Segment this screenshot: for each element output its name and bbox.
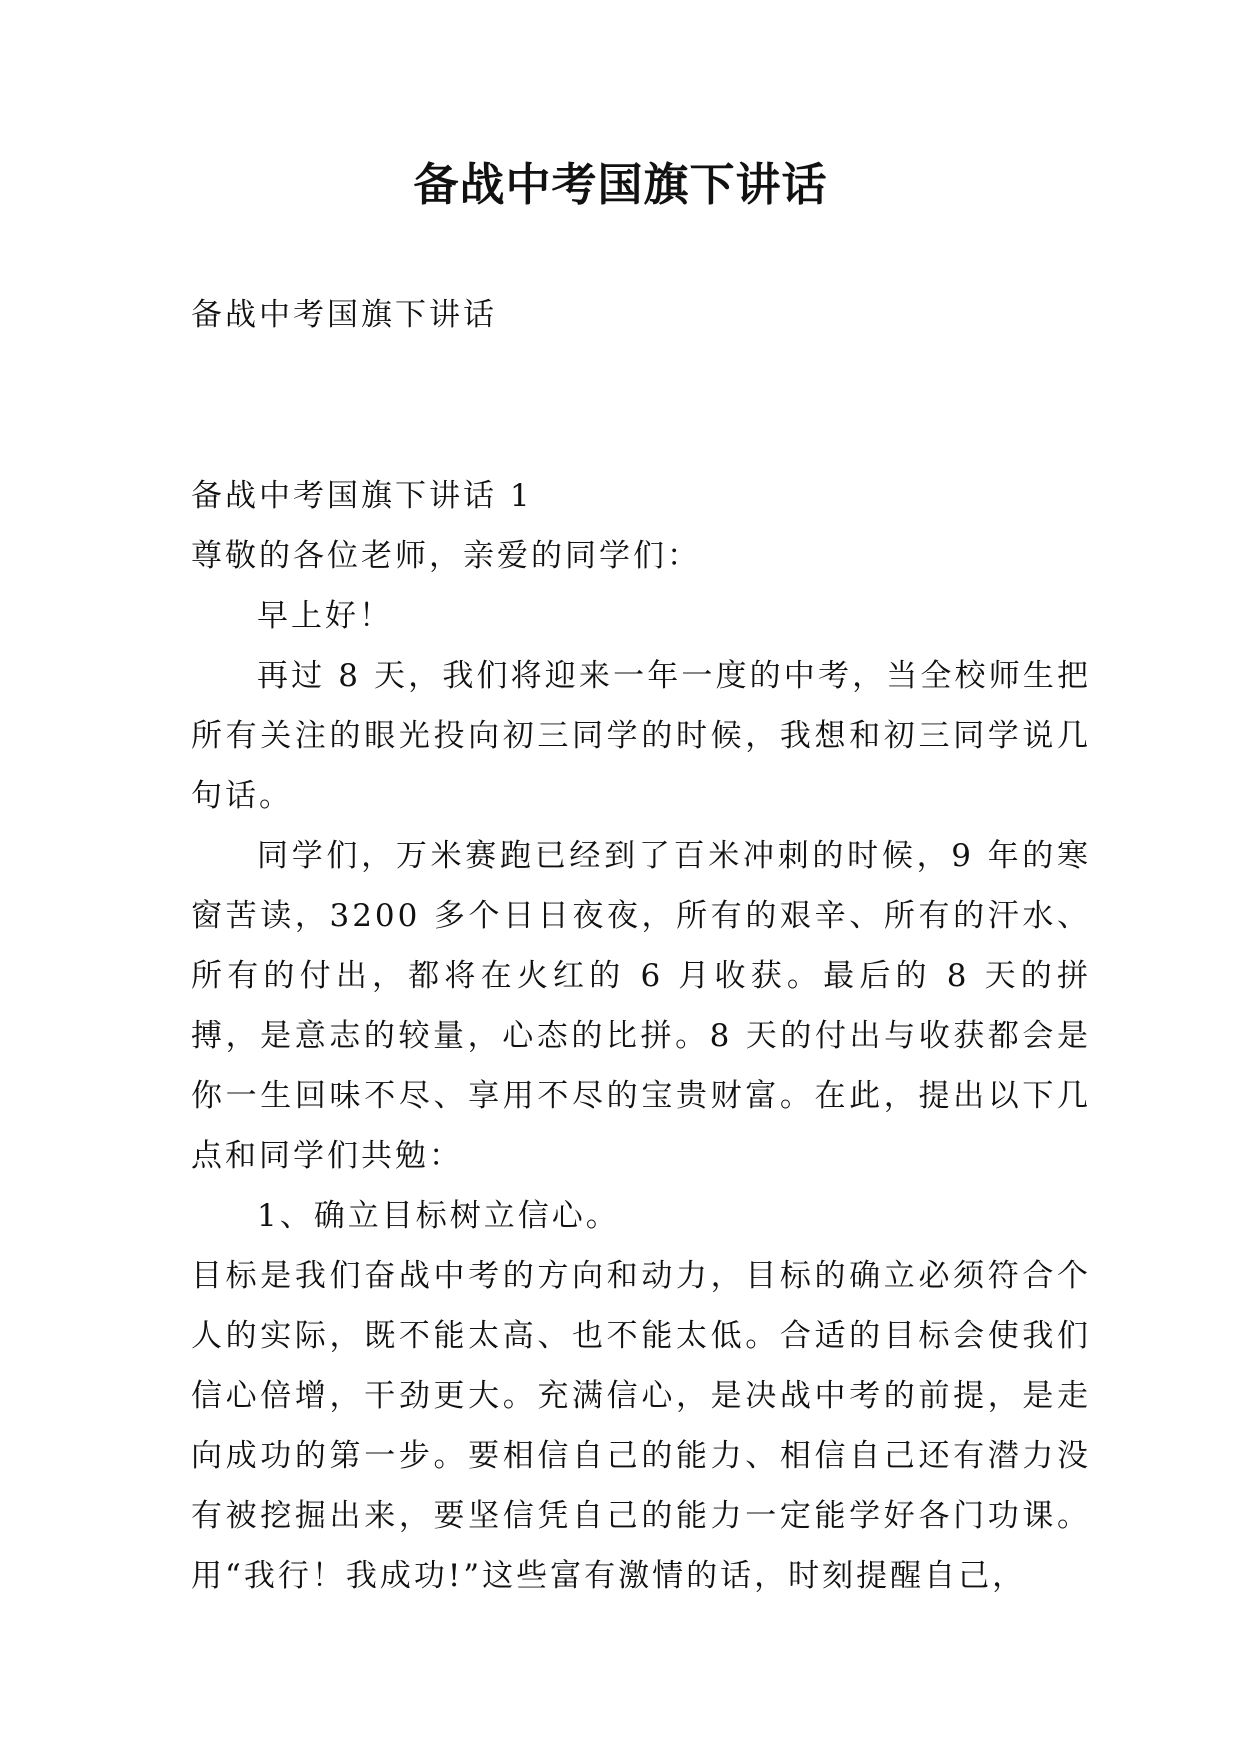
greeting: 早上好！ [257, 598, 393, 634]
body-paragraph: 目标是我们奋战中考的方向和动力，目标的确立必须符合个人的实际，既不能太高、也不能太低。合适的目标会使我们信心倍增，干劲更大。充满信心，是决战中考的前提，是走向成功的第一步。要相信自己的能力、相信自己还有潜力没有被挖掘出来，要坚信凭自己的能力一定能学好各门功课。用“我行！我成功!”这些富有激情的话，时刻提醒自己， [191, 1258, 1091, 1594]
body-paragraph: 再过 8 天，我们将迎来一年一度的中考，当全校师生把所有关注的眼光投向初三同学的时候，我想和初三同学说几句话。 [191, 658, 1091, 814]
document-title: 备战中考国旗下讲话 [413, 158, 828, 211]
salutation: 尊敬的各位老师，亲爱的同学们： [191, 538, 701, 574]
point-heading: 1、确立目标树立信心。 [257, 1198, 620, 1234]
document-body [191, 466, 1091, 1606]
section-heading: 备战中考国旗下讲话 1 [191, 478, 533, 514]
body-paragraph: 同学们，万米赛跑已经到了百米冲刺的时候，9 年的寒窗苦读，3200 多个日日夜夜，所有的艰辛、所有的汗水、所有的付出，都将在火红的 6 月收获。最后的 8 天的拼搏，是意志的较量，心态的比拼。8 天的付出与收获都会是你一生回味不尽、享用不尽的宝贵财富。在此，提出以下几点和同学们共勉： [191, 838, 1091, 1174]
document-subtitle: 备战中考国旗下讲话 [191, 297, 497, 333]
